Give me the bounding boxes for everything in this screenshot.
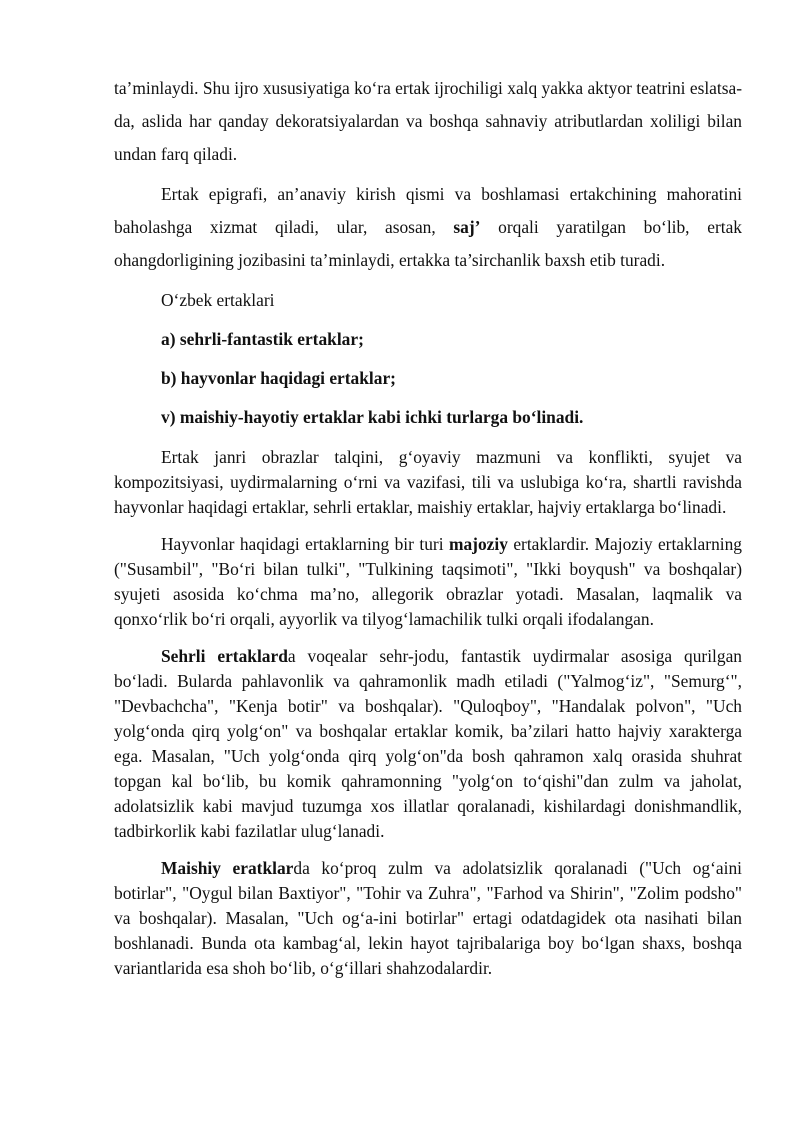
paragraph-genre: Ertak janri obrazlar talqini, g‘oyaviy mazmuni va konflikti, syujet va kompozitsiyasi, uydirmalarning o‘rni va vazifasi, tili va uslubiga ko‘ra, shartli ravishda hayvonlar haqidagi ertaklar, sehrli ertaklar, maishiy ertaklar, hajviy ertaklarga bo‘linadi. — [114, 447, 742, 517]
paragraph-animal-tales — [114, 532, 742, 632]
type-item-a: a) sehrli-fantastik ertaklar; — [161, 329, 364, 349]
text-run: orqali yaratilgan bo‘lib, ertak ohangdorligining jozibasini ta’minlaydi, ertakka ta’sirchanlik baxsh etib turadi. — [114, 217, 742, 270]
bold-term-saj: saj’ — [453, 217, 481, 237]
bold-term-maishiy: Maishiy eratklar — [161, 858, 294, 878]
text-run: Ertak epigrafi, an’anaviy kirish qismi va boshlamasi ertakchining mahoratini baholashga xizmat qiladi, ular, asosan, — [114, 184, 742, 237]
types-intro: O‘zbek ertaklari — [161, 290, 275, 310]
paragraph-household-tales — [114, 856, 742, 981]
text-run: Hayvonlar haqidagi ertaklarning bir turi — [161, 534, 449, 554]
text-run: a voqealar sehr-jodu, fantastik uydirmalar asosiga qurilgan bo‘ladi. Bularda pahlavonlik va qahramonlik madh etiladi ("Yalmog‘iz", "Semurg‘", "Devbachcha", "Kenja botir" va boshqalar). "Quloqboy", "Handalak polvon", "Uch yolg‘onda qirq yolg‘on" va boshqalar ertaklar komik, ba’zilari hatto hajviy xarakterga ega. Masalan, "Uch yolg‘onda qirq yolg‘on"da bosh qahramon xalq orasida shuhrat topgan kal bo‘lib, bu komik qahramonning "yolg‘on to‘qishi"dan zulm va jaholat, adolatsizlik kabi mavjud tuzumga xos illatlar qoralanadi, kishilardagi donishmandlik, tadbirkorlik kabi fazilatlar ulug‘lanadi. — [114, 646, 742, 841]
text-run: da ko‘proq zulm va adolatsizlik qoralanadi ("Uch og‘aini botirlar", "Oygul bilan Baxtiyor", "Tohir va Zuhra", "Farhod va Shirin", "Zolim podsho" va boshqalar). Masalan, "Uch og‘a-ini botirlar" ertagi odatdagidek ota nasihati bilan boshlanadi. Bunda ota kambag‘al, lekin hayot tajribalariga boy bo‘lgan shaxs, boshqa variantlarida esa shoh bo‘lib, o‘g‘illari shahzodalardir. — [114, 858, 742, 978]
paragraph-epigraph — [114, 178, 742, 277]
type-item-b: b) hayvonlar haqidagi ertaklar; — [161, 368, 396, 388]
paragraph-intro: ta’minlaydi. Shu ijro xususiyatiga ko‘ra ertak ijrochiligi xalq yakka aktyor teatrini eslatsa-da, aslida har qanday dekoratsiyalardan va boshqa sahnaviy atributlardan xoliligi bilan undan farq qiladi. — [114, 78, 742, 164]
bold-term-majoziy: majoziy — [448, 534, 508, 554]
type-item-v: v) maishiy-hayotiy ertaklar kabi ichki turlarga bo‘linadi. — [161, 407, 584, 427]
text-run: ertaklardir. Majoziy ertaklarning ("Susambil", "Bo‘ri bilan tulki", "Tulkining taqsimoti", "Ikki boyqush" va boshqalar) syujeti asosida ko‘chma ma’no, allegorik obrazlar yotadi. Masalan, laqmalik va qonxo‘rlik bo‘ri orqali, ayyorlik va tilyog‘lamachilik tulki orqali ifodalangan. — [114, 534, 742, 629]
bold-term-sehrli: Sehrli ertaklard — [161, 646, 288, 666]
paragraph-magic-tales — [114, 644, 742, 844]
